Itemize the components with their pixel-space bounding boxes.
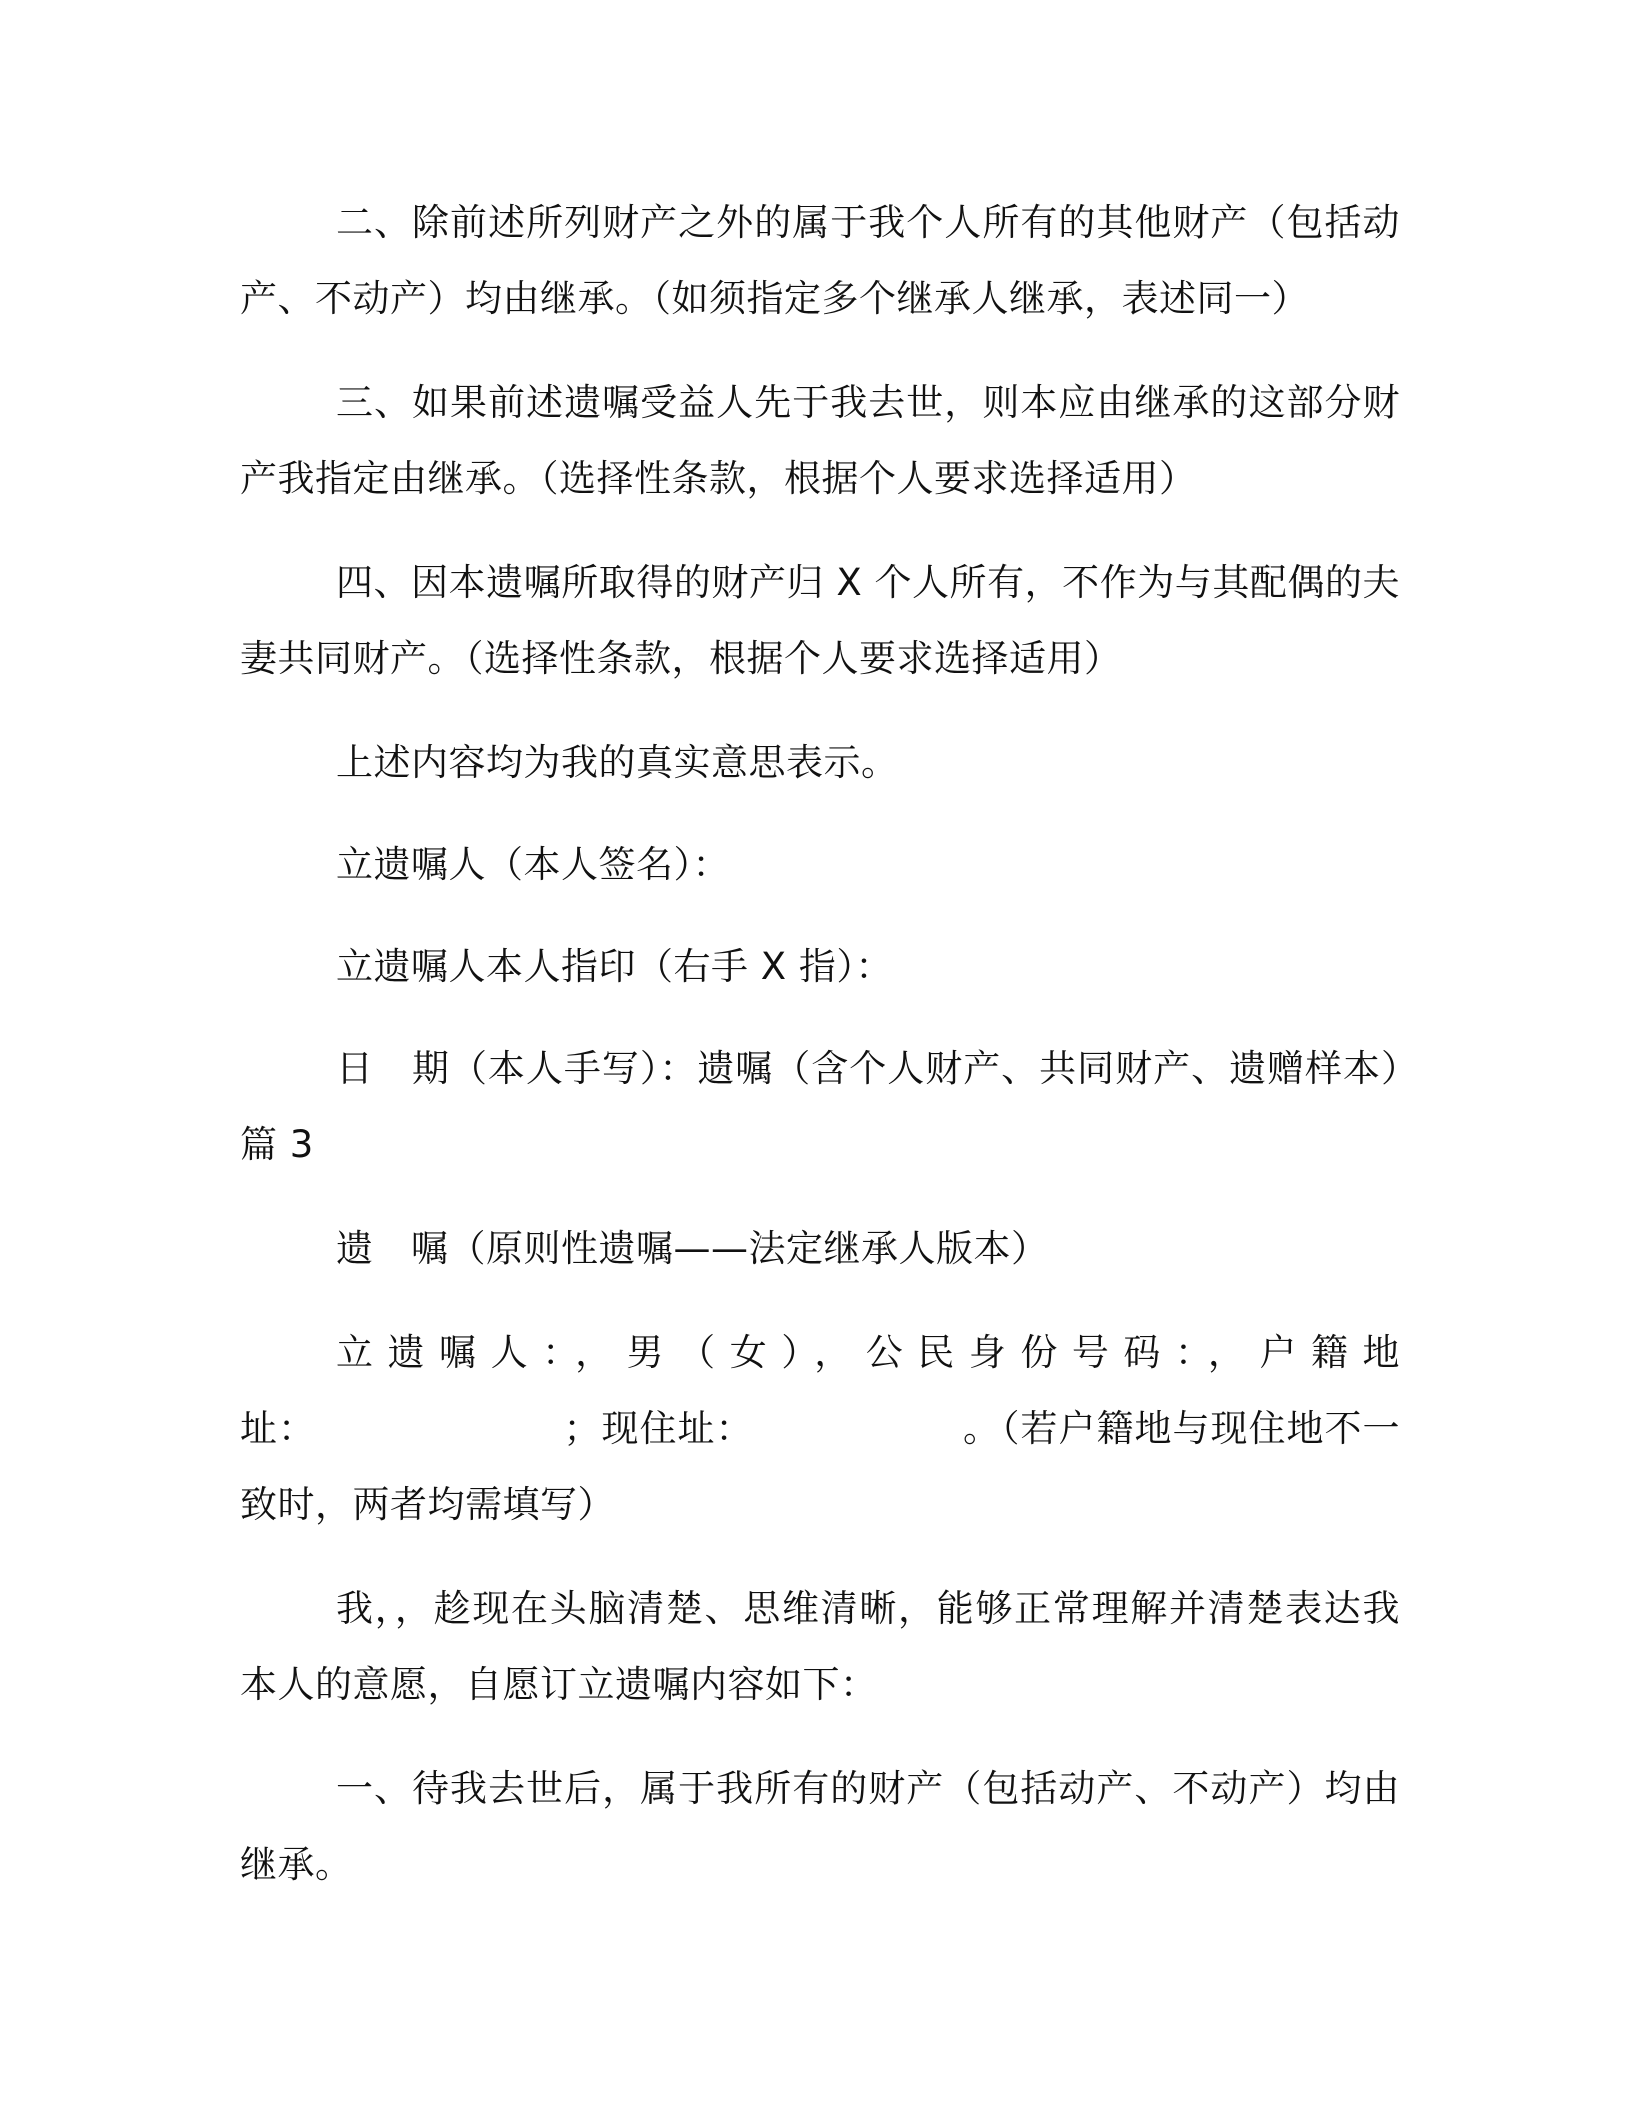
will-title: 遗 嘱（原则性遗嘱——法定继承人版本） (336, 1227, 1049, 1270)
testator-fingerprint-line: 立遗嘱人本人指印（右手 X 指）： (336, 945, 893, 988)
document-body (240, 185, 1400, 1903)
clause-four: 四、因本遗嘱所取得的财产归 X 个人所有，不作为与其配偶的夫妻共同财产。（选择性条款，根据个人要求选择适用） (240, 561, 1400, 680)
clause-one: 一、待我去世后，属于我所有的财产（包括动产、不动产）均由继承。 (240, 1767, 1400, 1886)
declaration-statement: 上述内容均为我的真实意思表示。 (336, 741, 899, 784)
testator-info: 立遗嘱人：，男（女），公民身份号码：，户籍地址： ；现住址： 。（若户籍地与现住地不一致时，两者均需填写） (240, 1331, 1400, 1526)
clause-two: 二、除前述所列财产之外的属于我个人所有的其他财产（包括动产、不动产）均由继承。（如须指定多个继承人继承，表述同一） (240, 201, 1400, 320)
testator-signature-line: 立遗嘱人（本人签名）： (336, 843, 730, 886)
testator-statement: 我，，趁现在头脑清楚、思维清晰，能够正常理解并清楚表达我本人的意愿，自愿订立遗嘱内容如下： (240, 1587, 1400, 1706)
clause-three: 三、如果前述遗嘱受益人先于我去世，则本应由继承的这部分财产我指定由继承。（选择性条款，根据个人要求选择适用） (240, 381, 1400, 500)
date-and-section-heading: 日 期（本人手写）：遗嘱（含个人财产、共同财产、遗赠样本）篇 3 (240, 1047, 1400, 1166)
